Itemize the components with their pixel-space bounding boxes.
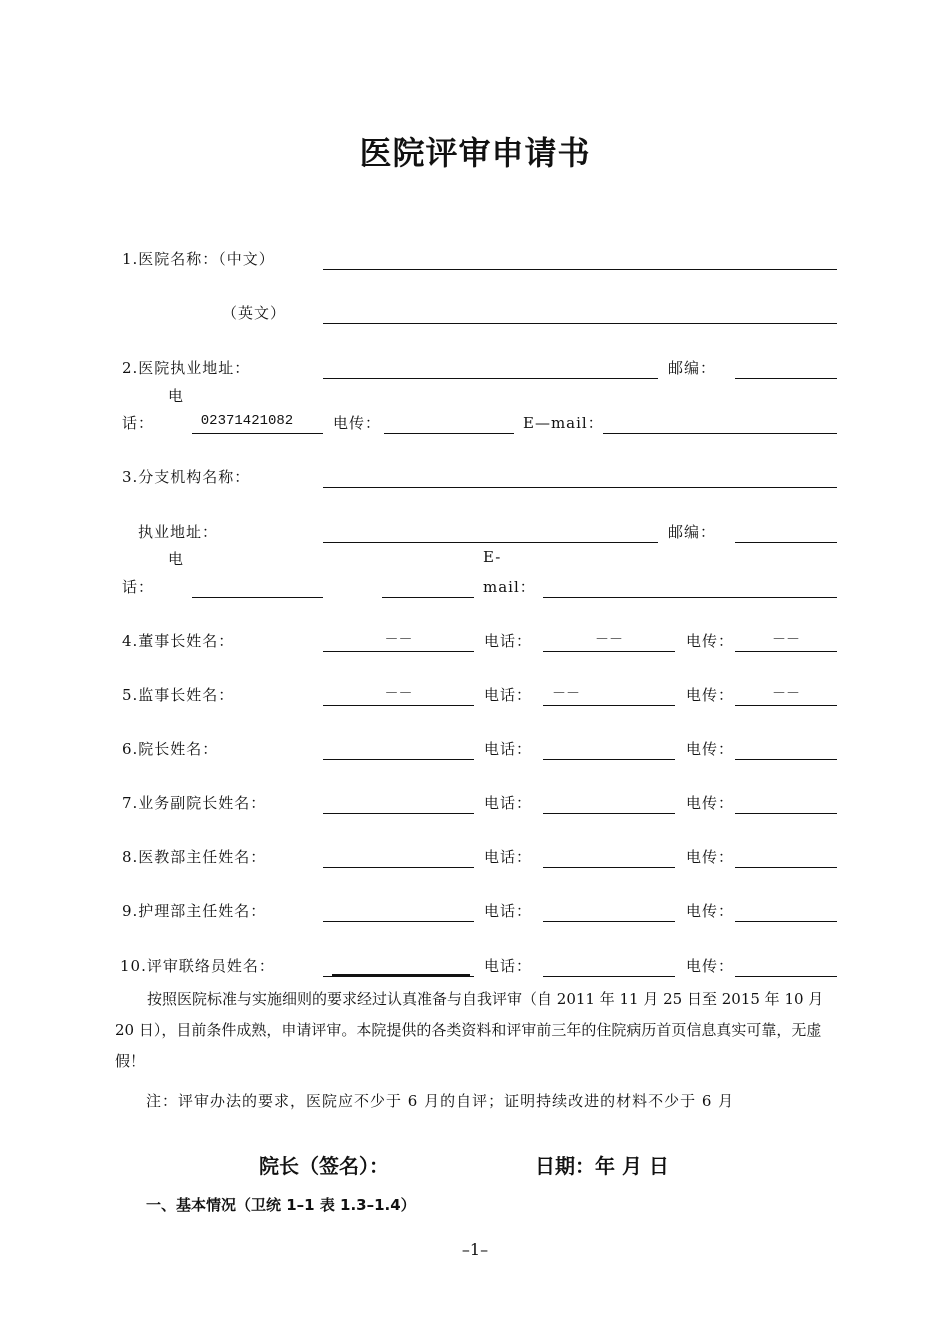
edu-director-fax-field[interactable] [735, 867, 837, 868]
supervisor-phone-field[interactable] [543, 705, 675, 706]
chairman-phone-field[interactable] [543, 651, 675, 652]
chairman-fax-field[interactable] [735, 651, 837, 652]
branch-email-label-part2: mail： [483, 578, 536, 596]
supervisor-name-value: －－ [384, 687, 413, 703]
branch-phone-label-part1: 电 [168, 550, 185, 568]
nursing-director-phone-label: 电话： [484, 902, 533, 920]
liaison-phone-field[interactable] [543, 976, 675, 977]
liaison-phone-label: 电话： [484, 957, 533, 975]
hospital-address-label: 2.医院执业地址： [122, 359, 251, 377]
edu-director-name-label: 8.医教部主任姓名： [122, 848, 267, 866]
vp-name-field[interactable] [323, 813, 474, 814]
branch-name-field[interactable] [323, 487, 837, 488]
phone-value: 02371421082 [200, 413, 294, 429]
branch-postcode-label: 邮编： [668, 523, 717, 541]
president-name-label: 6.院长姓名： [122, 740, 219, 758]
chairman-phone-value: －－ [595, 633, 623, 649]
president-fax-field[interactable] [735, 759, 837, 760]
hospital-address-field[interactable] [323, 378, 658, 379]
liaison-fax-label: 电传： [686, 957, 735, 975]
hospital-name-cn-label: 1.医院名称：（中文） [122, 250, 275, 268]
supervisor-fax-field[interactable] [735, 705, 837, 706]
self-evaluation-note: 注：评审办法的要求，医院应不少于 6 月的自评；证明持续改进的材料不少于 6 月 [146, 1092, 735, 1110]
nursing-director-name-field[interactable] [323, 921, 474, 922]
hospital-name-en-field[interactable] [323, 323, 837, 324]
edu-director-name-field[interactable] [323, 867, 474, 868]
branch-email-field[interactable] [543, 597, 837, 598]
vp-phone-label: 电话： [484, 794, 533, 812]
postcode-field[interactable] [735, 378, 837, 379]
supervisor-phone-value: －－ [552, 687, 580, 703]
postcode-label: 邮编： [668, 359, 717, 377]
chairman-fax-label: 电传： [686, 632, 735, 650]
chairman-fax-value: －－ [772, 633, 800, 649]
president-signature-label: 院长（签名）： [259, 1154, 389, 1178]
branch-phone-label-part2: 话： [122, 578, 155, 596]
edu-director-phone-label: 电话： [484, 848, 533, 866]
liaison-name-field[interactable] [323, 976, 474, 977]
supervisor-name-field[interactable] [323, 705, 474, 706]
nursing-director-fax-field[interactable] [735, 921, 837, 922]
branch-fax-field[interactable] [382, 597, 474, 598]
branch-address-field[interactable] [323, 542, 658, 543]
phone-label-part1: 电 [168, 387, 185, 405]
vp-phone-field[interactable] [543, 813, 675, 814]
supervisor-name-label: 5.监事长姓名： [122, 686, 235, 704]
president-phone-field[interactable] [543, 759, 675, 760]
email-label: E—mail： [523, 414, 604, 432]
phone-field[interactable] [192, 433, 323, 434]
hospital-name-en-label: （英文） [222, 304, 287, 322]
nursing-director-phone-field[interactable] [543, 921, 675, 922]
fax-field[interactable] [384, 433, 514, 434]
president-fax-label: 电传： [686, 740, 735, 758]
president-name-field[interactable] [323, 759, 474, 760]
branch-name-label: 3.分支机构名称： [122, 468, 251, 486]
liaison-fax-field[interactable] [735, 976, 837, 977]
supervisor-fax-value: －－ [772, 687, 800, 703]
edu-director-fax-label: 电传： [686, 848, 735, 866]
nursing-director-fax-label: 电传： [686, 902, 735, 920]
edu-director-phone-field[interactable] [543, 867, 675, 868]
branch-email-label-part1: E- [483, 548, 502, 566]
branch-postcode-field[interactable] [735, 542, 837, 543]
chairman-name-value: －－ [384, 633, 413, 649]
date-label: 日期：年 月 日 [535, 1154, 669, 1178]
chairman-phone-label: 电话： [484, 632, 533, 650]
nursing-director-name-label: 9.护理部主任姓名： [122, 902, 267, 920]
vp-fax-label: 电传： [686, 794, 735, 812]
vp-fax-field[interactable] [735, 813, 837, 814]
liaison-name-label: 10.评审联络员姓名： [120, 957, 275, 975]
fax-label: 电传： [333, 414, 382, 432]
chairman-name-field[interactable] [323, 651, 474, 652]
branch-phone-field[interactable] [192, 597, 323, 598]
page-number: –1– [461, 1240, 489, 1259]
hospital-name-cn-field[interactable] [323, 269, 837, 270]
phone-label-part2: 话： [122, 414, 155, 432]
president-phone-label: 电话： [484, 740, 533, 758]
email-field[interactable] [603, 433, 837, 434]
application-statement: 按照医院标准与实施细则的要求经过认真准备与自我评审（自 2011 年 11 月 25 日至 2015 年 10 月 20 日），目前条件成熟，申请评审。本院提供的各类资料和评审前三年的住院病历首页信息真实可靠，无虚假！ [115, 990, 824, 1070]
vp-name-label: 7.业务副院长姓名： [122, 794, 267, 812]
page-title: 医院评审申请书 [359, 134, 591, 172]
chairman-name-label: 4.董事长姓名： [122, 632, 235, 650]
branch-address-label: 执业地址： [138, 523, 219, 541]
supervisor-phone-label: 电话： [484, 686, 533, 704]
section-heading: 一、基本情况（卫统 1–1 表 1.3–1.4） [146, 1196, 416, 1214]
supervisor-fax-label: 电传： [686, 686, 735, 704]
liaison-name-underline [332, 974, 470, 976]
